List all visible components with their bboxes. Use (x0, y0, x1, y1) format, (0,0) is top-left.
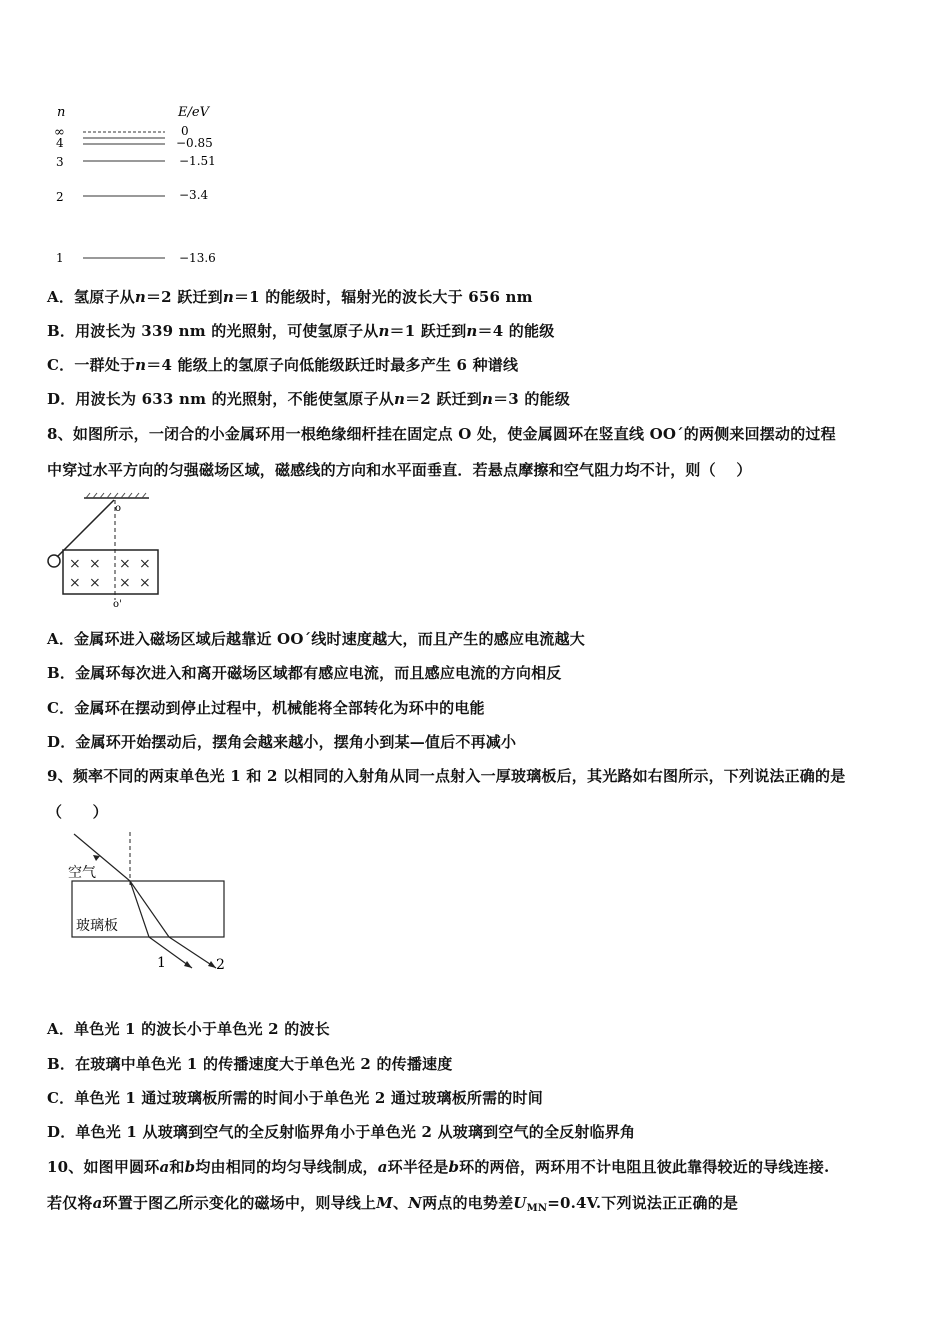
energy-level-diagram (45, 100, 245, 270)
q8-option-d: D．金属环开始摆动后，摆角会越来越小，摆角小到某—值后不再减小 (47, 733, 517, 751)
energy-axis-header: E/eV (178, 105, 209, 120)
level-n-4: 4 (56, 136, 64, 150)
refraction-figure (66, 830, 236, 980)
level-n-1: 1 (56, 251, 64, 265)
pendulum-ring-figure (44, 490, 174, 615)
level-n-2: 2 (56, 190, 64, 204)
ray-1-in-glass (130, 881, 149, 937)
q9-option-c: C．单色光 1 通过玻璃板所需的时间小于单色光 2 通过玻璃板所需的时间 (47, 1089, 543, 1107)
n-axis-header: n (57, 105, 66, 120)
svg-text:×: × (119, 575, 131, 591)
svg-text:×: × (69, 556, 81, 572)
pivot-label-o: o (115, 503, 122, 514)
svg-text:×: × (89, 556, 101, 572)
q7-option-b: B．用波长为 339 nm 的光照射，可使氢原子从n＝1 跃迁到n＝4 的能级 (47, 322, 555, 340)
ray-2-exit (169, 937, 216, 968)
q8-stem-line1: 8、如图所示，一闭合的小金属环用一根绝缘细杆挂在固定点 O 处，使金属圆环在竖直线 OO´的两侧来回摆动的过程 (47, 425, 836, 443)
q7-option-c: C．一群处于n＝4 能级上的氢原子向低能级跃迁时最多产生 6 种谱线 (47, 356, 519, 374)
ray-1-label: 1 (157, 955, 166, 971)
svg-text:×: × (139, 556, 151, 572)
ray-2-arrow (208, 961, 216, 968)
air-label: 空气 (68, 865, 96, 881)
q7-option-d: D．用波长为 633 nm 的光照射，不能使氢原子从n＝2 跃迁到n＝3 的能级 (47, 390, 570, 408)
svg-text:×: × (69, 575, 81, 591)
axis-label-o-prime: o' (113, 599, 122, 610)
level-n-inf: ∞ (54, 125, 65, 140)
q8-option-b: B．金属环每次进入和离开磁场区域都有感应电流，而且感应电流的方向相反 (47, 664, 562, 682)
q8-stem-line2: 中穿过水平方向的匀强磁场区域，磁感线的方向和水平面垂直．若悬点摩擦和空气阻力均不计，则（ ） (47, 461, 752, 479)
q8-option-c: C．金属环在摆动到停止过程中，机械能将全部转化为环中的电能 (47, 699, 485, 717)
q7-option-a: A．氢原子从n＝2 跃迁到n＝1 的能级时，辐射光的波长大于 656 nm (47, 288, 533, 306)
level-e-3: −1.51 (179, 154, 216, 168)
ray-2-label: 2 (216, 957, 225, 973)
level-e-2: −3.4 (179, 188, 209, 202)
q9-stem-line1: 9、频率不同的两束单色光 1 和 2 以相同的入射角从同一点射入一厚玻璃板后，其光路如右图所示，下列说法正确的是 (47, 767, 846, 785)
q10-stem-line1: 10、如图甲圆环a和b均由相同的均匀导线制成，a环半径是b环的两倍，两环用不计电阻且彼此靠得较近的导线连接. (47, 1158, 830, 1176)
q9-stem-line2: （ ） (47, 803, 108, 821)
q10-stem-line2: 若仅将a环置于图乙所示变化的磁场中，则导线上M、N两点的电势差$U_{MN}=0.4V$.下列说法正正确的是 (47, 1194, 739, 1214)
field-marks (69, 556, 151, 591)
q9-option-d: D．单色光 1 从玻璃到空气的全反射临界角小于单色光 2 从玻璃到空气的全反射临界角 (47, 1123, 636, 1141)
svg-text:×: × (89, 575, 101, 591)
ray-2-in-glass (130, 881, 169, 937)
glass-label: 玻璃板 (76, 918, 118, 934)
q9-option-a: A．单色光 1 的波长小于单色光 2 的波长 (47, 1020, 330, 1038)
level-e-1: −13.6 (179, 251, 216, 265)
q8-option-a: A．金属环进入磁场区域后越靠近 OO´线时速度越大，而且产生的感应电流越大 (47, 630, 585, 648)
svg-text:×: × (119, 556, 131, 572)
q9-option-b: B．在玻璃中单色光 1 的传播速度大于单色光 2 的传播速度 (47, 1055, 453, 1073)
svg-text:×: × (139, 575, 151, 591)
metal-ring (48, 555, 60, 567)
ray-1-exit (149, 937, 192, 968)
insulating-rod (57, 500, 114, 557)
ray-1-arrow (184, 961, 192, 968)
incident-arrow (93, 855, 100, 861)
level-n-3: 3 (56, 155, 64, 169)
level-e-4: −0.85 (176, 136, 213, 150)
level-e-inf: 0 (181, 124, 189, 138)
